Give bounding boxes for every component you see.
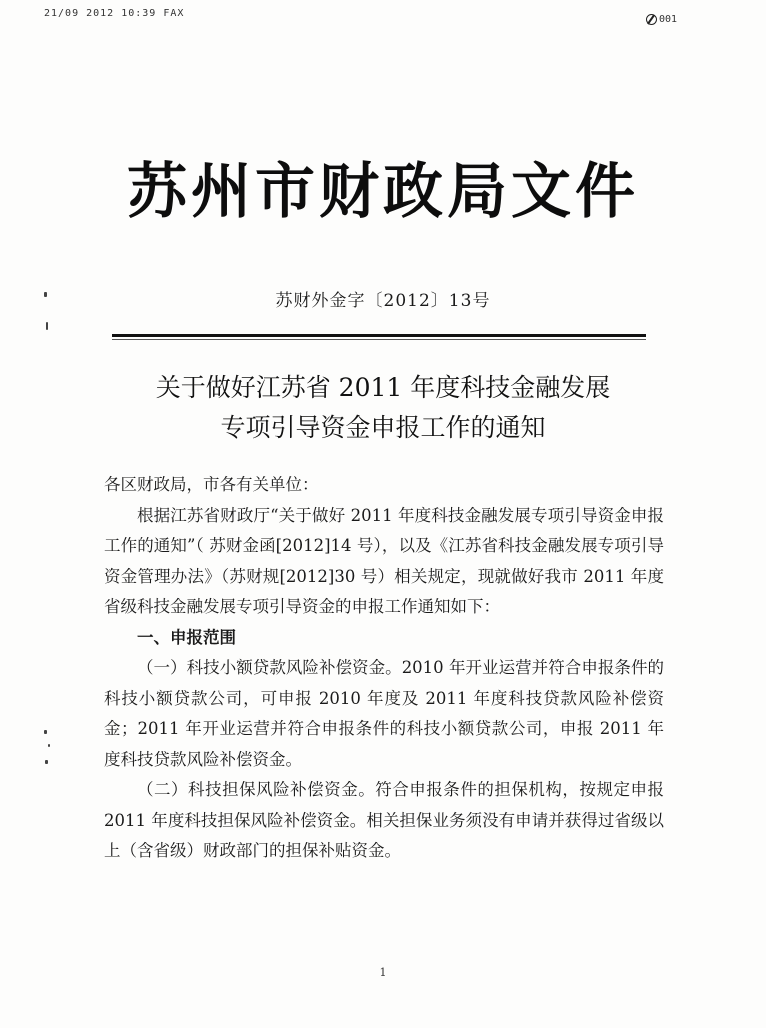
subject-line-2: 专项引导资金申报工作的通知 — [220, 413, 546, 442]
fax-header-timestamp: 21/09 2012 10:39 FAX — [44, 8, 185, 19]
document-subject — [80, 368, 686, 448]
scan-speck — [44, 292, 47, 297]
paragraph-intro: 根据江苏省财政厅“关于做好 2011 年度科技金融发展专项引导资金申报工作的通知”（ 苏财金函[2012]14 号），以及《江苏省科技金融发展专项引导资金管理办法》（苏财规[2012]30 号）相关规定，现就做好我市 2011 年度省级科技金融发展专项引导资金的申报工作通知如下： — [104, 505, 664, 616]
page-count-icon — [646, 14, 657, 25]
header-divider-thin — [112, 339, 646, 340]
fax-page-indicator — [646, 14, 677, 25]
scan-speck — [44, 730, 47, 734]
paragraph-item-2: （二）科技担保风险补偿资金。符合申报条件的担保机构，按规定申报 2011 年度科技担保风险补偿资金。相关担保业务须没有申请并获得过省级以上（含省级）财政部门的担保补贴资金。 — [104, 780, 664, 860]
scan-speck — [45, 760, 48, 764]
fax-page-number: 001 — [659, 14, 678, 25]
page-number: 1 — [379, 966, 387, 979]
section-heading: 一、申报范围 — [137, 627, 236, 647]
document-title: 苏州市财政局文件 — [127, 157, 639, 227]
document-body — [104, 470, 664, 867]
header-divider — [112, 334, 646, 337]
subject-line-1: 关于做好江苏省 2011 年度科技金融发展 — [155, 373, 611, 402]
document-number: 苏财外金字〔2012〕13号 — [275, 291, 491, 311]
paragraph-item-1: （一）科技小额贷款风险补偿资金。2010 年开业运营并符合申报条件的科技小额贷款公司，可申报 2010 年度及 2011 年度科技贷款风险补偿资金；2011 年开业运营并符合申报条件的科技小额贷款公司，申报 2011 年度科技贷款风险补偿资金。 — [104, 658, 664, 769]
salutation: 各区财政局，市各有关单位： — [104, 475, 319, 494]
scan-speck — [46, 322, 48, 330]
scan-speck — [48, 744, 50, 747]
